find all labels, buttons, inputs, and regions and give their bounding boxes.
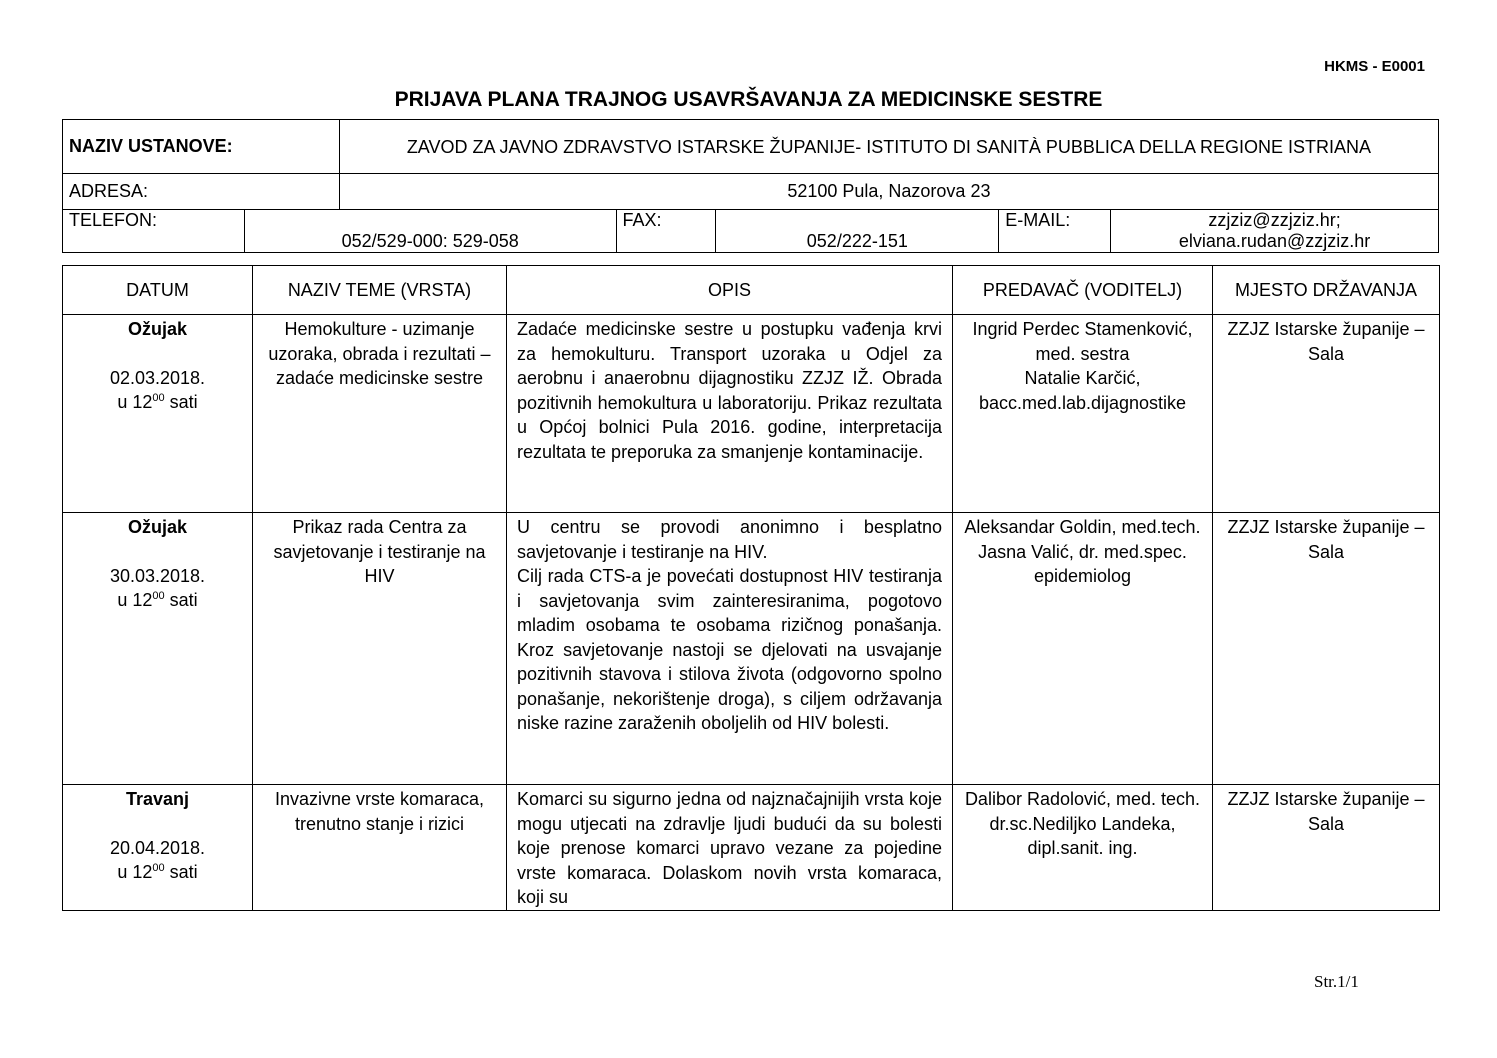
row-date-cell <box>63 315 253 513</box>
row-lecturer: Aleksandar Goldin, med.tech. Jasna Valić, dr. med.spec. epidemiolog <box>953 513 1213 785</box>
fax-value: 052/222-151 <box>716 210 999 253</box>
page-number: Str.1/1 <box>1314 972 1359 991</box>
row-lecturer: Ingrid Perdec Stamenković, med. sestra Natalie Karčić, bacc.med.lab.dijagnostike <box>953 315 1213 513</box>
document-code: HKMS - E0001 <box>1324 58 1425 75</box>
row-date-cell <box>63 513 253 785</box>
fax-label: FAX: <box>616 210 716 253</box>
training-plan-table <box>62 265 1440 911</box>
institution-name-row <box>63 120 1439 174</box>
row-location: ZZJZ Istarske županije – Sala <box>1213 785 1440 911</box>
row-location: ZZJZ Istarske županije – Sala <box>1213 315 1440 513</box>
row-description: U centru se provodi anonimno i besplatno savjetovanje i testiranje na HIV. Cilj rada CTS-a je povećati dostupnost HIV testiranja i savjetovanja svim zainteresiranima, pogotovo mladim osobama te osobama rizičnog ponašanja. Kroz savjetovanje nastoji se djelovati na usvajanje pozitivnih stavova i stilova života (odgovorno spolno ponašanje, nekorištenje droga), s ciljem održavanja niske razine zaraženih oboljelih od HIV bolesti. <box>507 513 953 785</box>
address-row <box>63 174 1439 210</box>
header-tema: NAZIV TEME (VRSTA) <box>253 266 507 315</box>
row-time: u $12^{00}$ sati <box>117 862 198 882</box>
page-title: PRIJAVA PLANA TRAJNOG USAVRŠAVANJA ZA MEDICINSKE SESTRE <box>394 88 1103 111</box>
plan-row <box>63 513 1440 785</box>
header-predavac: PREDAVAČ (VODITELJ) <box>953 266 1213 315</box>
plan-header-row <box>63 266 1440 315</box>
row-topic: Invazivne vrste komaraca, trenutno stanje i rizici <box>253 785 507 911</box>
row-date: 30.03.2018. <box>109 565 206 586</box>
header-mjesto: MJESTO DRŽAVANJA <box>1213 266 1440 315</box>
row-location: ZZJZ Istarske županije – Sala <box>1213 513 1440 785</box>
email-label: E-MAIL: <box>999 210 1111 253</box>
plan-row <box>63 785 1440 911</box>
row-month: Ožujak <box>127 517 188 537</box>
email-value: zzjziz@zzjziz.hr; elviana.rudan@zzjziz.hr <box>1111 210 1439 253</box>
contact-row <box>63 210 1439 253</box>
row-description: Zadaće medicinske sestre u postupku vađenja krvi za hemokulturu. Transport uzoraka u Odjel za aerobnu i anaerobnu dijagnostiku ZZJZ IŽ. Obrada pozitivnih hemokultura u laboratoriju. Prikaz rezultata u Općoj bolnici Pula 2016. godine, interpretacija rezultata te preporuka za smanjenje kontaminacije. <box>507 315 953 513</box>
phone-value: 052/529-000: 529-058 <box>244 210 616 253</box>
header-opis: OPIS <box>507 266 953 315</box>
row-description: Komarci su sigurno jedna od najznačajnijih vrsta koje mogu utjecati na zdravlje ljudi budući da su bolesti koje prenose komarci upravo vezane za pojedine vrste komaraca. Dolaskom novih vrsta komaraca, koji su <box>507 785 953 911</box>
address-value: 52100 Pula, Nazorova 23 <box>339 174 1438 210</box>
row-time: u $12^{00}$ sati <box>117 590 198 610</box>
institution-info-table <box>62 119 1439 253</box>
row-month: Ožujak <box>127 319 188 339</box>
row-date: 20.04.2018. <box>109 837 206 858</box>
row-month: Travanj <box>125 789 190 809</box>
row-topic: Prikaz rada Centra za savjetovanje i testiranje na HIV <box>253 513 507 785</box>
row-topic: Hemokulture - uzimanje uzoraka, obrada i rezultati – zadaće medicinske sestre <box>253 315 507 513</box>
plan-row <box>63 315 1440 513</box>
phone-label: TELEFON: <box>63 210 245 253</box>
row-time: u $12^{00}$ sati <box>117 392 198 412</box>
row-date: 02.03.2018. <box>109 367 206 388</box>
header-datum: DATUM <box>63 266 253 315</box>
address-label: ADRESA: <box>63 174 340 210</box>
row-date-cell <box>63 785 253 911</box>
institution-name-value: ZAVOD ZA JAVNO ZDRAVSTVO ISTARSKE ŽUPANIJE- ISTITUTO DI SANITÀ PUBBLICA DELLA REGIONE ISTRIANA <box>339 120 1438 174</box>
institution-name-label: NAZIV USTANOVE: <box>63 120 340 174</box>
row-lecturer: Dalibor Radolović, med. tech. dr.sc.Nediljko Landeka, dipl.sanit. ing. <box>953 785 1213 911</box>
